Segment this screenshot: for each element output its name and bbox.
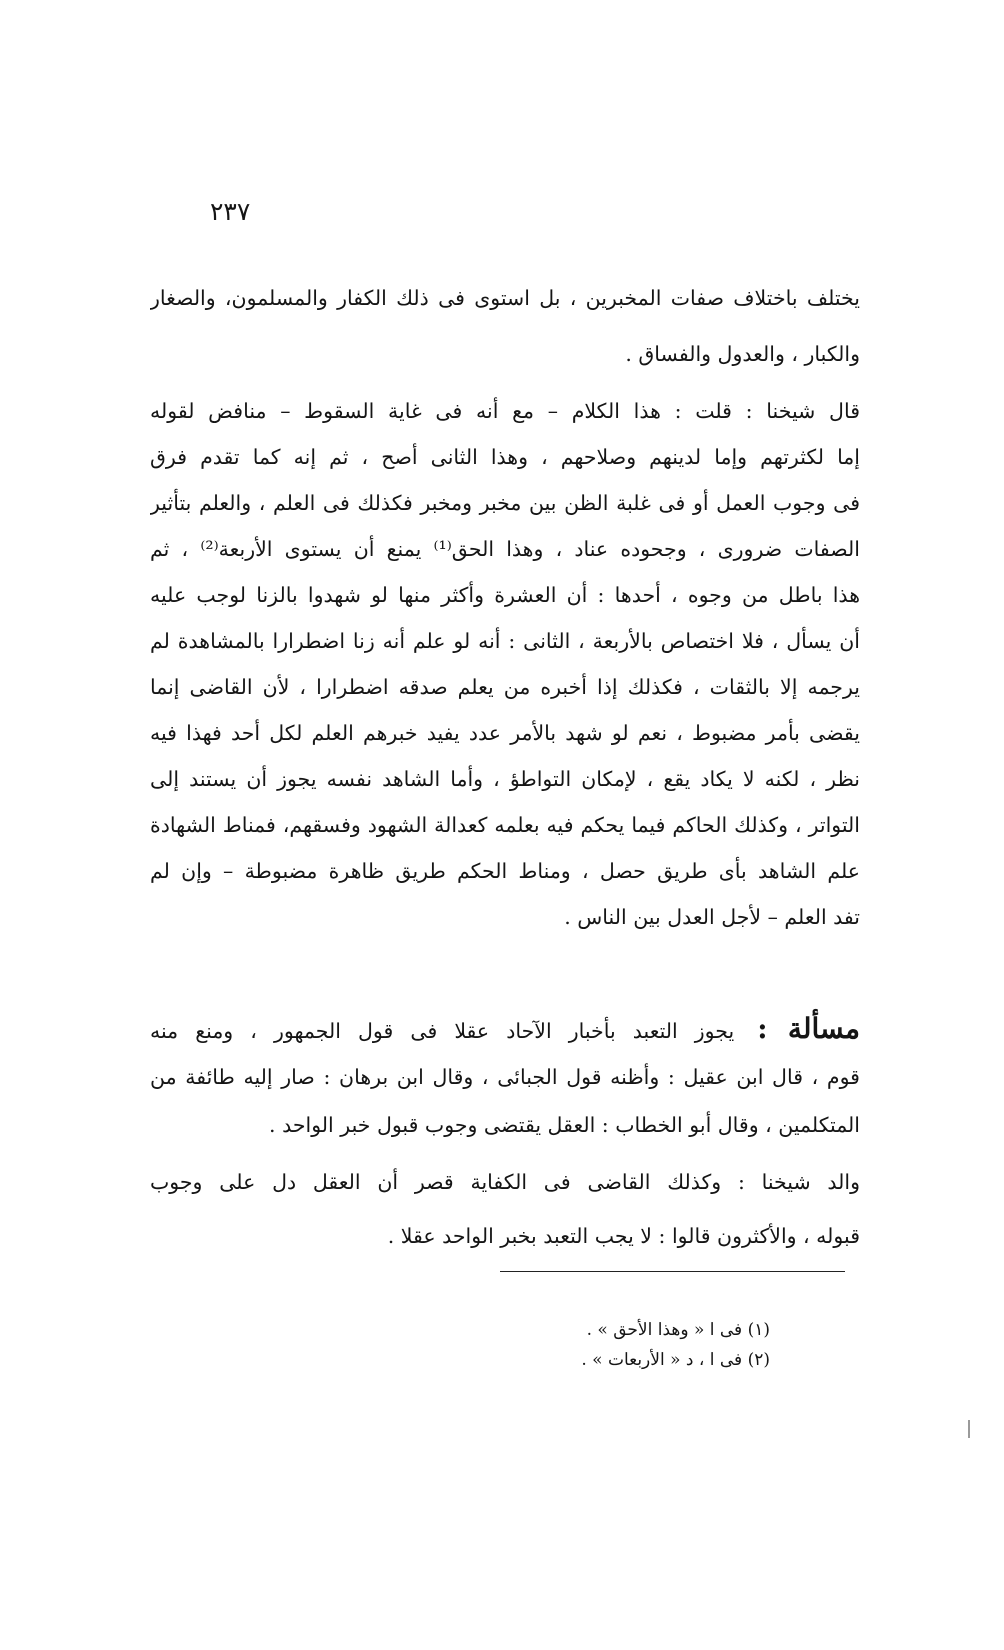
text-line: نظر ، لكنه لا يكاد يقع ، لإمكان التواطؤ ، وأما الشاهد نفسه يجوز أن يستند إلى — [150, 767, 860, 791]
text-line: قال شيخنا : قلت : هذا الكلام – مع أنه فى غاية السقوط – منافض لقوله — [150, 399, 860, 423]
text-line: فى وجوب العمل أو فى غلبة الظن بين مخبر ومخبر فكذلك فى العلم ، والعلم بتأثير — [150, 491, 860, 515]
footnote-2: (٢) فى ا ، د « الأربعات » . — [581, 1350, 770, 1370]
text-line: الصفات ضرورى ، وجحوده عناد ، وهذا الحق⁽¹⁾ يمنع أن يستوى الأربعة⁽²⁾ ، ثم — [150, 537, 860, 561]
text-line: علم الشاهد بأى طريق حصل ، ومناط الحكم طريق ظاهرة مضبوطة – وإن لم — [150, 859, 860, 883]
text-line: تفد العلم – لأجل العدل بين الناس . — [564, 905, 860, 929]
footnote-1: (١) فى ا « وهذا الأحق » . — [586, 1320, 770, 1340]
paragraph-continuation — [150, 270, 860, 382]
text-line: قبوله ، والأكثرون قالوا : لا يجب التعبد بخبر الواحد عقلا . — [387, 1224, 860, 1248]
page-number: ٢٣٧ — [210, 197, 251, 226]
masala-first-line: يجوز التعبد بأخبار الآحاد عقلا فى قول الجمهور ، ومنع منه — [150, 1019, 735, 1043]
text-line: يقضى بأمر مضبوط ، نعم لو شهد بالأمر عدد يفيد خبرهم العلم لكل أحد فهذا فيه — [150, 721, 860, 745]
paragraph-father-of-shaykh — [150, 1155, 860, 1263]
text-line — [150, 1005, 860, 1053]
text-line: إما لكثرتهم وإما لدينهم وصلاحهم ، وهذا الثانى أصح ، ثم إنه كما تقدم فرق — [150, 445, 860, 469]
text-line: والكبار ، والعدول والفساق . — [625, 342, 860, 366]
paragraph-shaykh-comment — [150, 388, 860, 940]
footnotes — [450, 1315, 770, 1375]
text-line: المتكلمين ، وقال أبو الخطاب : العقل يقتضى وجوب قبول خبر الواحد . — [269, 1113, 860, 1137]
text-line: التواتر ، وكذلك الحاكم فيما يحكم فيه بعلمه كعدالة الشهود وفسقهم، فمناط الشهادة — [150, 813, 860, 837]
text-line: يختلف باختلاف صفات المخبرين ، بل استوى فى ذلك الكفار والمسلمون، والصغار — [150, 286, 860, 310]
scan-edge-mark — [968, 1420, 970, 1438]
text-line: هذا باطل من وجوه ، أحدها : أن العشرة وأكثر منها لو شهدوا بالزنا لوجب عليه — [150, 583, 860, 607]
text-line: والد شيخنا : وكذلك القاضى فى الكفاية قصر أن العقل دل على وجوب — [150, 1170, 860, 1194]
text-line: أن يسأل ، فلا اختصاص بالأربعة ، الثانى : أنه لو علم أنه زنا اضطرارا بالمشاهدة لم — [150, 629, 860, 653]
text-line: قوم ، قال ابن عقيل : وأظنه قول الجبائى ، وقال ابن برهان : صار إليه طائفة من — [150, 1065, 860, 1089]
footnote-divider — [500, 1271, 845, 1272]
paragraph-masala — [150, 1005, 860, 1149]
masala-heading: مسألة : — [757, 1012, 860, 1045]
text-line: يرجمه إلا بالثقات ، فكذلك إذا أخبره من يعلم صدقه اضطرارا ، لأن القاضى إنما — [150, 675, 860, 699]
